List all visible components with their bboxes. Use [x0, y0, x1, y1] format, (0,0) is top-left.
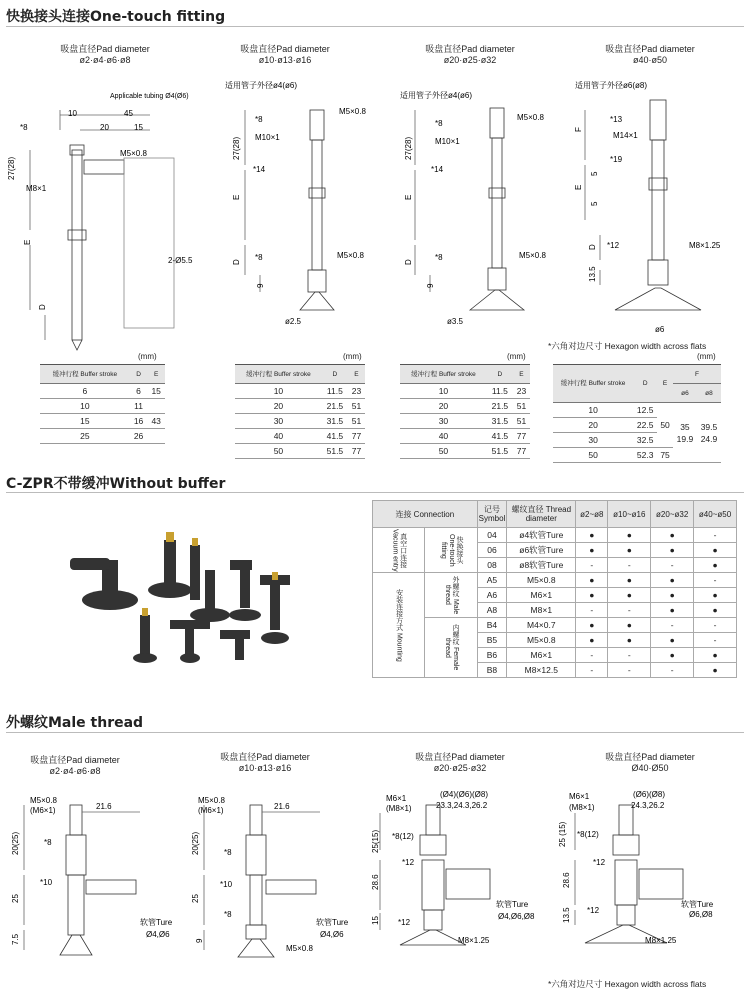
- mm-label-1: (mm): [138, 352, 157, 361]
- svg-text:F: F: [574, 127, 583, 132]
- pad-label-2: 吸盘直径Pad diameter ø10·ø13·ø16: [240, 44, 330, 65]
- svg-text:D: D: [38, 304, 47, 310]
- svg-text:*8: *8: [435, 253, 443, 262]
- svg-text:适用管子外径ø6(ø8): 适用管子外径ø6(ø8): [575, 81, 647, 90]
- svg-text:20: 20: [100, 123, 109, 132]
- svg-text:20(25): 20(25): [191, 831, 200, 855]
- svg-text:Applicable tubing Ø4(Ø6): Applicable tubing Ø4(Ø6): [110, 93, 189, 100]
- stroke-table-3: 缓冲行程 Buffer stroke D E 10 11.5 23 20 21.5 51 30 31.5 51 40 41.5 77 50 51.5 77: [400, 364, 530, 459]
- svg-text:M5×0.8: M5×0.8: [30, 796, 57, 805]
- svg-text:20(25): 20(25): [11, 831, 20, 855]
- svg-text:7.5: 7.5: [11, 933, 20, 945]
- pad-label-1: 吸盘直径Pad diameter ø2·ø4·ø6·ø8: [60, 44, 150, 65]
- svg-text:M8×1.25: M8×1.25: [458, 936, 490, 945]
- svg-text:M8×1.25: M8×1.25: [645, 936, 677, 945]
- svg-text:(M8×1): (M8×1): [569, 803, 595, 812]
- svg-text:*12: *12: [593, 858, 606, 867]
- section-title-without-buffer: C-ZPR不带缓冲Without buffer: [6, 476, 226, 492]
- svg-text:*8: *8: [20, 123, 28, 132]
- svg-text:15: 15: [134, 123, 143, 132]
- svg-text:25 (15): 25 (15): [558, 821, 567, 847]
- svg-text:M10×1: M10×1: [255, 133, 280, 142]
- pad-label-b4: 吸盘直径Pad diameter Ø40·Ø50: [605, 752, 695, 773]
- stroke-table-1: 缓冲行程 Buffer stroke D E 6 6 15 10 11 15 16 43 25 26: [40, 364, 165, 444]
- product-photo: [40, 520, 340, 670]
- svg-text:13.5: 13.5: [588, 266, 597, 282]
- svg-text:M14×1: M14×1: [613, 131, 638, 140]
- svg-text:(M8×1): (M8×1): [386, 804, 412, 813]
- svg-text:*14: *14: [431, 165, 444, 174]
- svg-text:10: 10: [68, 109, 77, 118]
- svg-text:M8×1.25: M8×1.25: [689, 241, 721, 250]
- svg-text:5: 5: [590, 171, 599, 176]
- svg-text:E: E: [232, 194, 241, 200]
- section-rule: [6, 492, 744, 493]
- svg-text:45: 45: [124, 109, 133, 118]
- diagram-male-medium: [190, 785, 380, 970]
- svg-text:5: 5: [590, 201, 599, 206]
- mm-label-3: (mm): [507, 352, 526, 361]
- svg-text:*8: *8: [44, 838, 52, 847]
- svg-text:24.3,26.2: 24.3,26.2: [631, 801, 665, 810]
- diagram-male-xlarge: [558, 785, 745, 970]
- diagram-male-small: [0, 785, 190, 970]
- svg-text:D: D: [404, 259, 413, 265]
- svg-text:软管Ture: 软管Ture: [496, 900, 529, 909]
- svg-text:ø3.5: ø3.5: [447, 317, 464, 326]
- svg-text:9: 9: [426, 283, 435, 288]
- svg-text:27(28): 27(28): [232, 136, 241, 160]
- svg-text:(Ø6)(Ø8): (Ø6)(Ø8): [633, 790, 665, 799]
- svg-text:M5×0.8: M5×0.8: [517, 113, 544, 122]
- svg-text:ø6: ø6: [655, 325, 665, 334]
- svg-text:ø2.5: ø2.5: [285, 317, 302, 326]
- svg-text:M5×0.8: M5×0.8: [339, 107, 366, 116]
- svg-text:软管Ture: 软管Ture: [681, 900, 714, 909]
- svg-text:Ø4,Ø6,Ø8: Ø4,Ø6,Ø8: [498, 912, 535, 921]
- svg-text:*12: *12: [402, 858, 415, 867]
- section-rule: [6, 732, 744, 733]
- svg-text:Ø4,Ø6: Ø4,Ø6: [320, 930, 344, 939]
- svg-text:*12: *12: [587, 906, 600, 915]
- svg-text:*8(12): *8(12): [577, 830, 599, 839]
- svg-text:*12: *12: [607, 241, 620, 250]
- svg-text:9: 9: [256, 283, 265, 288]
- svg-text:13.5: 13.5: [562, 907, 571, 923]
- svg-text:适用管子外径ø4(ø6): 适用管子外径ø4(ø6): [400, 91, 472, 100]
- section-rule: [6, 26, 744, 27]
- svg-text:15: 15: [371, 916, 380, 925]
- svg-text:*19: *19: [610, 155, 623, 164]
- svg-text:9: 9: [195, 938, 204, 943]
- pad-label-b3: 吸盘直径Pad diameter ø20·ø25·ø32: [415, 752, 505, 773]
- svg-text:E: E: [23, 239, 32, 245]
- svg-text:28.6: 28.6: [562, 872, 571, 888]
- svg-text:*8: *8: [255, 115, 263, 124]
- svg-text:*10: *10: [40, 878, 53, 887]
- connection-table: 连接 Connection 记号 Symbol 螺纹直径 Thread diameter ø2~ø8 ø10~ø16 ø20~ø32 ø40~ø50 真空口连接 Vacuum entry 快换接头 One-touch fitting 04 ø4软管Ture ● ● ● - 06 ø6软管Ture ● ● ● ● 08 ø8软管Ture - - - ● 安装连接方式 Mounting 外螺纹 Male thread A5 M5×0.8 ● ● ● - A6 M6×1 ● ● ● ● A8 M8×1 - - ● ● 内螺纹 Female thread B4 M4×0.7 ● ● - - B5 M5×0.8 ● ● ● - B6 M6×1 - - ● ● B8 M8×12.5 - - - ●: [372, 500, 737, 678]
- pad-label-b1: 吸盘直径Pad diameter ø2·ø4·ø6·ø8: [30, 755, 120, 776]
- svg-text:M8×1: M8×1: [26, 184, 47, 193]
- svg-text:M6×1: M6×1: [386, 794, 407, 803]
- svg-text:*14: *14: [253, 165, 266, 174]
- svg-text:21.6: 21.6: [96, 802, 112, 811]
- svg-text:软管Ture: 软管Ture: [316, 918, 349, 927]
- svg-text:25(15): 25(15): [371, 829, 380, 853]
- svg-text:25: 25: [191, 894, 200, 903]
- svg-text:2-Ø5.5: 2-Ø5.5: [168, 256, 193, 265]
- diagram-onetouch-small: [0, 70, 200, 350]
- diagram-onetouch-large: [395, 70, 565, 350]
- svg-text:M10×1: M10×1: [435, 137, 460, 146]
- svg-text:M5×0.8: M5×0.8: [519, 251, 546, 260]
- svg-text:D: D: [232, 259, 241, 265]
- svg-text:*8: *8: [435, 119, 443, 128]
- pad-label-b2: 吸盘直径Pad diameter ø10·ø13·ø16: [220, 752, 310, 773]
- svg-text:25: 25: [11, 894, 20, 903]
- svg-text:21.6: 21.6: [274, 802, 290, 811]
- svg-text:M5×0.8: M5×0.8: [286, 944, 313, 953]
- svg-text:(Ø4)(Ø6)(Ø8): (Ø4)(Ø6)(Ø8): [440, 790, 488, 799]
- pad-label-4: 吸盘直径Pad diameter ø40·ø50: [605, 44, 695, 65]
- svg-text:28.6: 28.6: [371, 874, 380, 890]
- svg-text:*8(12): *8(12): [392, 832, 414, 841]
- pad-label-3: 吸盘直径Pad diameter ø20·ø25·ø32: [425, 44, 515, 65]
- svg-text:Ø4,Ø6: Ø4,Ø6: [146, 930, 170, 939]
- svg-text:23.3,24.3,26.2: 23.3,24.3,26.2: [436, 801, 488, 810]
- svg-text:适用管子外径ø4(ø6): 适用管子外径ø4(ø6): [225, 81, 297, 90]
- diagram-male-large: [371, 785, 570, 970]
- section-title-male-thread: 外螺纹Male thread: [6, 715, 144, 731]
- diagram-onetouch-xlarge: [565, 70, 745, 345]
- mm-label-2: (mm): [343, 352, 362, 361]
- svg-text:*8: *8: [255, 253, 263, 262]
- svg-text:*8: *8: [224, 910, 232, 919]
- hex-note-top: *六角对边尺寸 Hexagon width across flats: [548, 341, 707, 351]
- svg-text:软管Ture: 软管Ture: [140, 918, 173, 927]
- svg-text:E: E: [404, 194, 413, 200]
- svg-text:M5×0.8: M5×0.8: [337, 251, 364, 260]
- svg-text:M6×1: M6×1: [569, 792, 590, 801]
- hex-note-bottom: *六角对边尺寸 Hexagon width across flats: [548, 979, 707, 989]
- diagram-onetouch-medium: [205, 70, 385, 350]
- svg-text:*8: *8: [224, 848, 232, 857]
- svg-text:M5×0.8: M5×0.8: [120, 149, 147, 158]
- svg-text:E: E: [574, 184, 583, 190]
- svg-text:*10: *10: [220, 880, 233, 889]
- svg-text:*12: *12: [398, 918, 411, 927]
- svg-text:D: D: [588, 244, 597, 250]
- svg-text:*13: *13: [610, 115, 623, 124]
- svg-text:M5×0.8: M5×0.8: [198, 796, 225, 805]
- stroke-table-2: 缓冲行程 Buffer stroke D E 10 11.5 23 20 21.5 51 30 31.5 51 40 41.5 77 50 51.5 77: [235, 364, 365, 459]
- stroke-table-4: 缓冲行程 Buffer stroke D E F ø6 ø8 10 12.5 50 35 19.9 39.5 24.9 20 22.5 30 32.5 50 52.3 75: [553, 364, 721, 463]
- svg-text:27(28): 27(28): [404, 136, 413, 160]
- svg-text:(M6×1): (M6×1): [198, 806, 224, 815]
- svg-text:27(28): 27(28): [7, 156, 16, 180]
- svg-text:(M6×1): (M6×1): [30, 806, 56, 815]
- mm-label-4: (mm): [697, 352, 716, 361]
- section-title-one-touch: 快换接头连接One-touch fitting: [6, 9, 226, 25]
- svg-text:Ø6,Ø8: Ø6,Ø8: [689, 910, 713, 919]
